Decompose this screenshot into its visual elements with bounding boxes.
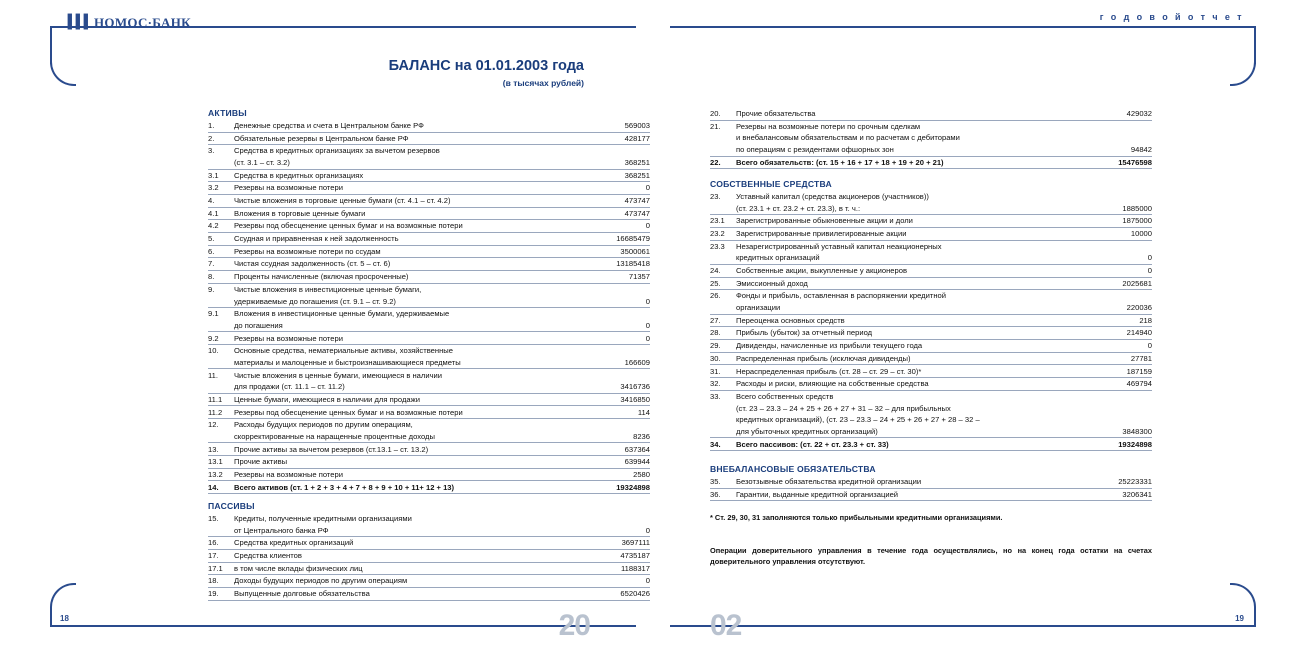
row-number: 28.: [710, 327, 736, 340]
frame-left-bottom-arc: [50, 583, 76, 609]
row-value: 0: [584, 295, 650, 307]
table-row: [208, 157, 650, 169]
row-label: скорректированные на наращенные процентные доходы: [234, 431, 584, 443]
row-value: 0: [1086, 340, 1152, 353]
table-row: [710, 414, 1152, 426]
row-label: (ст. 23.1 + ст. 23.2 + ст. 23.3), в т. ч.:: [736, 203, 1086, 215]
row-label: по операциям с резидентами офшорных зон: [736, 144, 1086, 156]
row-value: 13185418: [584, 258, 650, 271]
row-number: [208, 381, 234, 393]
row-number: 36.: [710, 488, 736, 501]
folio-right-small: 19: [1235, 614, 1244, 623]
row-number: 14.: [208, 481, 234, 494]
row-value: 19324898: [584, 481, 650, 494]
row-value: [1086, 132, 1152, 144]
row-number: 9.: [208, 284, 215, 294]
row-label: Дивиденды, начисленные из прибыли текущего года: [736, 340, 1086, 353]
row-label: Зарегистрированные обыкновенные акции и доли: [736, 215, 1086, 228]
logo-bars-icon: ▍▍▍: [68, 14, 92, 29]
liabilities-section: [208, 501, 650, 601]
row-label: Средства в кредитных организациях: [234, 169, 584, 182]
table-row: [710, 252, 1152, 264]
row-label: Всего обязательств: (ст. 15 + 16 + 17 + 18 + 19 + 20 + 21): [736, 156, 1086, 169]
table-row: [710, 438, 1152, 451]
row-number: [710, 414, 736, 426]
row-label: до погашения: [234, 320, 584, 332]
table-row: [710, 156, 1152, 169]
table-row: [208, 369, 650, 381]
table-row: [710, 228, 1152, 241]
frame-right-top-arc: [1230, 60, 1256, 86]
row-value: [1086, 290, 1152, 302]
row-value: 4735187: [584, 550, 650, 563]
row-label: Чистые вложения в инвестиционные ценные бумаги,: [234, 284, 422, 294]
row-number: 13.2: [208, 468, 234, 481]
row-value: 166609: [584, 357, 650, 369]
assets-table: [208, 120, 650, 494]
row-label: кредитных организаций), (ст. 23 – 23.3 – 24 + 25 + 26 + 27 + 28 – 32 –: [736, 415, 980, 425]
row-label: Прочие активы за вычетом резервов (ст.13.1 – ст. 13.2): [234, 443, 584, 456]
running-head: г о д о в о й о т ч е т: [1099, 12, 1244, 22]
table-row: [710, 290, 1152, 302]
row-number: 13.: [208, 443, 234, 456]
row-label: Уставный капитал (средства акционеров (участников)): [736, 192, 929, 202]
row-number: 11.1: [208, 393, 234, 406]
offbalance-table: [710, 476, 1152, 501]
row-number: 23.1: [710, 215, 736, 228]
table-row: [208, 258, 650, 271]
table-row: [208, 481, 650, 494]
row-label: Средства в кредитных организациях за вычетом резервов: [234, 146, 440, 156]
row-label: Фонды и прибыль, оставленная в распоряжении кредитной: [736, 291, 946, 301]
row-number: [710, 302, 736, 314]
table-row: [208, 550, 650, 563]
folio-right-big: 02: [710, 609, 742, 642]
table-row: [208, 332, 650, 345]
row-label: Гарантии, выданные кредитной организацией: [736, 488, 1086, 501]
row-value: 0: [584, 182, 650, 195]
row-label: Расходы будущих периодов по другим операциям,: [234, 420, 413, 430]
footnote-trust: Операции доверительного управления в течение года осуществлялись, но на конец года остатки на счетах доверительного управления отсутствуют.: [710, 546, 1152, 566]
frame-top-rule-right: [670, 26, 1256, 28]
page-title: БАЛАНС на 01.01.2003 года: [388, 58, 584, 74]
row-value: 3697111: [584, 537, 650, 550]
row-label: Вложения в торговые ценные бумаги: [234, 207, 584, 220]
frame-left-top-arc: [50, 60, 76, 86]
row-label: организации: [736, 302, 1086, 314]
row-value: 0: [584, 575, 650, 588]
table-row: [208, 537, 650, 550]
row-number: 19.: [208, 588, 234, 601]
table-row: [710, 203, 1152, 215]
row-label: Выпущенные долговые обязательства: [234, 588, 584, 601]
row-label: и внебалансовым обязательствам и по расчетам с дебиторами: [736, 133, 960, 143]
table-row: [208, 443, 650, 456]
row-value: 114: [584, 406, 650, 419]
row-number: 7.: [208, 258, 234, 271]
liabilities-continued-section: [710, 108, 1152, 169]
row-label: Чистые вложения в ценные бумаги, имеющиеся в наличии: [234, 370, 443, 380]
row-number: 2.: [208, 132, 234, 145]
row-number: [208, 295, 234, 307]
row-label: Кредиты, полученные кредитными организациями: [234, 514, 412, 524]
row-value: 1875000: [1086, 215, 1152, 228]
table-row: [208, 456, 650, 469]
table-row: [208, 357, 650, 369]
row-value: [1086, 120, 1152, 132]
row-value: 368251: [584, 169, 650, 182]
row-number: [208, 357, 234, 369]
table-row: [208, 406, 650, 419]
row-value: 0: [1086, 252, 1152, 264]
row-number: 9.1: [208, 309, 219, 319]
row-number: 4.2: [208, 220, 234, 233]
page-subtitle: (в тысячах рублей): [502, 78, 584, 88]
row-label: Обязательные резервы в Центральном банке РФ: [234, 132, 584, 145]
row-value: 8236: [584, 431, 650, 443]
table-row: [710, 327, 1152, 340]
row-number: 32.: [710, 378, 736, 391]
offbalance-title: ВНЕБАЛАНСОВЫЕ ОБЯЗАТЕЛЬСТВА: [710, 464, 876, 474]
row-value: 428177: [584, 132, 650, 145]
row-label: для продажи (ст. 11.1 – ст. 11.2): [234, 381, 584, 393]
row-number: [710, 402, 736, 414]
row-number: 10.: [208, 346, 219, 356]
row-label: Резервы под обесценение ценных бумаг и на возможные потери: [234, 220, 584, 233]
table-row: [710, 402, 1152, 414]
row-number: 4.1: [208, 207, 234, 220]
row-number: 4.: [208, 195, 234, 208]
row-number: [208, 525, 234, 537]
row-label: Резервы на возможные потери: [234, 468, 584, 481]
row-label: Чистая ссудная задолженность (ст. 5 – ст. 6): [234, 258, 584, 271]
row-label: Расходы и риски, влияющие на собственные средства: [736, 378, 1086, 391]
row-label: Незарегистрированный уставный капитал неакционерных: [736, 241, 942, 251]
row-label: Всего собственных средств: [736, 391, 834, 401]
row-number: 17.1: [208, 562, 234, 575]
row-value: 469794: [1086, 378, 1152, 391]
row-number: [710, 252, 736, 264]
row-label: Нераспределенная прибыль (ст. 28 – ст. 29 – ст. 30)*: [736, 365, 1086, 378]
row-label: Безотзывные обязательства кредитной организации: [736, 476, 1086, 488]
row-label: Зарегистрированные привилегированные акции: [736, 228, 1086, 241]
table-row: [208, 245, 650, 258]
table-row: [208, 207, 650, 220]
table-row: [208, 233, 650, 246]
row-value: 25223331: [1086, 476, 1152, 488]
table-row: [208, 588, 650, 601]
row-label: Денежные средства и счета в Центральном банке РФ: [234, 120, 584, 132]
row-number: 8.: [208, 271, 234, 284]
row-value: 639944: [584, 456, 650, 469]
row-number: [710, 132, 736, 144]
row-value: 3500061: [584, 245, 650, 258]
row-number: [208, 431, 234, 443]
row-value: 1885000: [1086, 203, 1152, 215]
row-number: 33.: [710, 391, 721, 401]
table-row: [208, 295, 650, 307]
table-row: [710, 240, 1152, 252]
row-label: Резервы под обесценение ценных бумаг и на возможные потери: [234, 406, 584, 419]
row-value: [1086, 414, 1152, 426]
row-number: 35.: [710, 476, 736, 488]
row-label: (ст. 23 – 23.3 – 24 + 25 + 26 + 27 + 31 – 32 – для прибыльных: [736, 403, 951, 413]
frame-right-vertical: [1254, 26, 1256, 64]
table-row: [710, 365, 1152, 378]
table-row: [208, 513, 650, 525]
table-row: [710, 426, 1152, 438]
row-value: [1086, 191, 1152, 203]
row-value: 220036: [1086, 302, 1152, 314]
equity-section: [710, 179, 1152, 451]
table-row: [710, 191, 1152, 203]
table-row: [710, 488, 1152, 501]
table-row: [710, 476, 1152, 488]
row-label: Резервы на возможные потери по срочным сделкам: [736, 121, 921, 131]
row-value: 429032: [1086, 108, 1152, 120]
table-row: [208, 308, 650, 320]
row-label: Переоценка основных средств: [736, 314, 1086, 327]
row-value: 3848300: [1086, 426, 1152, 438]
table-row: [710, 144, 1152, 156]
row-label: Проценты начисленные (включая просроченные): [234, 271, 584, 284]
row-number: 11.: [208, 370, 218, 380]
row-number: [710, 144, 736, 156]
row-value: [1086, 240, 1152, 252]
row-value: [1086, 390, 1152, 402]
row-value: 6520426: [584, 588, 650, 601]
row-value: 15476598: [1086, 156, 1152, 169]
row-value: 71357: [584, 271, 650, 284]
liabilities-table: [208, 513, 650, 601]
table-row: [208, 220, 650, 233]
row-value: 0: [584, 220, 650, 233]
table-row: [208, 145, 650, 157]
row-number: [710, 426, 736, 438]
row-number: 23.: [710, 192, 721, 202]
row-value: [584, 308, 650, 320]
row-label: Вложения в инвестиционные ценные бумаги, удерживаемые: [234, 309, 450, 319]
row-value: [584, 145, 650, 157]
row-number: 23.2: [710, 228, 736, 241]
row-value: 0: [584, 332, 650, 345]
row-label: Резервы на возможные потери: [234, 332, 584, 345]
folio-left-small: 18: [60, 614, 69, 623]
row-value: 0: [584, 525, 650, 537]
frame-right-bottom-arc: [1230, 583, 1256, 609]
table-row: [208, 169, 650, 182]
assets-title: АКТИВЫ: [208, 108, 247, 118]
row-value: [584, 283, 650, 295]
row-number: 31.: [710, 365, 736, 378]
row-label: удерживаемые до погашения (ст. 9.1 – ст. 9.2): [234, 295, 584, 307]
table-row: [208, 431, 650, 443]
row-number: 3.: [208, 146, 215, 156]
row-label: Резервы на возможные потери: [234, 182, 584, 195]
row-value: 637364: [584, 443, 650, 456]
table-row: [208, 283, 650, 295]
row-label: Ценные бумаги, имеющиеся в наличии для продажи: [234, 393, 584, 406]
row-value: 3416736: [584, 381, 650, 393]
liabilities-title: ПАССИВЫ: [208, 501, 255, 511]
table-row: [710, 314, 1152, 327]
logo-text: НОМОС·БАНК: [94, 15, 191, 30]
row-value: [1086, 402, 1152, 414]
table-row: [710, 352, 1152, 365]
table-row: [208, 120, 650, 132]
row-label: Средства клиентов: [234, 550, 584, 563]
row-label: Собственные акции, выкупленные у акционеров: [736, 265, 1086, 278]
table-row: [208, 132, 650, 145]
row-label: Прибыль (убыток) за отчетный период: [736, 327, 1086, 340]
table-row: [208, 195, 650, 208]
frame-left-vertical-bottom: [50, 607, 52, 627]
row-value: 3206341: [1086, 488, 1152, 501]
table-row: [710, 120, 1152, 132]
row-number: [208, 157, 234, 169]
table-row: [208, 345, 650, 357]
row-number: 12.: [208, 420, 219, 430]
row-label: от Центрального банка РФ: [234, 525, 584, 537]
row-label: Всего активов (ст. 1 + 2 + 3 + 4 + 7 + 8 + 9 + 10 + 11+ 12 + 13): [234, 481, 584, 494]
row-label: (ст. 3.1 – ст. 3.2): [234, 157, 584, 169]
equity-table: [710, 191, 1152, 451]
row-number: 1.: [208, 120, 234, 132]
row-value: 2580: [584, 468, 650, 481]
row-number: 29.: [710, 340, 736, 353]
row-value: 473747: [584, 207, 650, 220]
row-label: Основные средства, нематериальные активы, хозяйственные: [234, 346, 453, 356]
row-number: 27.: [710, 314, 736, 327]
table-row: [208, 468, 650, 481]
row-number: 6.: [208, 245, 234, 258]
frame-bottom-rule-right: [670, 625, 1256, 627]
row-number: 22.: [710, 156, 736, 169]
row-value: 27781: [1086, 352, 1152, 365]
row-number: 24.: [710, 265, 736, 278]
table-row: [710, 302, 1152, 314]
folio-left-big: 20: [558, 609, 590, 642]
offbalance-section: [710, 464, 1152, 501]
row-label: Резервы на возможные потери по ссудам: [234, 245, 584, 258]
row-number: 30.: [710, 352, 736, 365]
row-label: Прочие активы: [234, 456, 584, 469]
row-value: [584, 513, 650, 525]
table-row: [208, 419, 650, 431]
row-number: 3.1: [208, 169, 234, 182]
row-value: 187159: [1086, 365, 1152, 378]
row-label: материалы и малоценные и быстроизнашивающиеся предметы: [234, 357, 584, 369]
row-label: Чистые вложения в торговые ценные бумаги (ст. 4.1 – ст. 4.2): [234, 195, 584, 208]
row-number: 18.: [208, 575, 234, 588]
row-value: 19324898: [1086, 438, 1152, 451]
row-value: 3416850: [584, 393, 650, 406]
row-label: Всего пассивов: (ст. 22 + ст. 23.3 + ст. 33): [736, 438, 1086, 451]
row-value: 0: [1086, 265, 1152, 278]
row-number: 9.2: [208, 332, 234, 345]
row-number: 15.: [208, 514, 219, 524]
table-row: [208, 182, 650, 195]
table-row: [208, 393, 650, 406]
row-label: для убыточных кредитных организаций): [736, 426, 1086, 438]
table-row: [710, 378, 1152, 391]
row-value: 473747: [584, 195, 650, 208]
table-row: [710, 108, 1152, 120]
row-number: 34.: [710, 438, 736, 451]
row-number: 23.3: [710, 241, 725, 251]
row-number: 16.: [208, 537, 234, 550]
row-value: 569003: [584, 120, 650, 132]
row-number: 21.: [710, 121, 721, 131]
frame-left-vertical: [50, 26, 52, 64]
row-number: [208, 320, 234, 332]
table-row: [208, 562, 650, 575]
table-row: [208, 575, 650, 588]
table-row: [710, 277, 1152, 290]
equity-title: СОБСТВЕННЫЕ СРЕДСТВА: [710, 179, 832, 189]
row-number: 11.2: [208, 406, 234, 419]
table-row: [208, 271, 650, 284]
row-value: 94842: [1086, 144, 1152, 156]
row-value: [584, 345, 650, 357]
row-number: [710, 203, 736, 215]
row-number: 26.: [710, 291, 721, 301]
footnote-star: * Ст. 29, 30, 31 заполняются только прибыльными кредитными организациями.: [710, 513, 1003, 522]
right-page: [652, 0, 1304, 651]
row-value: 368251: [584, 157, 650, 169]
row-value: 10000: [1086, 228, 1152, 241]
row-value: 0: [584, 320, 650, 332]
table-row: [208, 381, 650, 393]
row-label: кредитных организаций: [736, 252, 1086, 264]
row-value: 214940: [1086, 327, 1152, 340]
liabilities-continued-table: [710, 108, 1152, 169]
row-number: 25.: [710, 277, 736, 290]
assets-section: [208, 108, 650, 494]
table-row: [208, 525, 650, 537]
row-label: Средства кредитных организаций: [234, 537, 584, 550]
row-label: Распределенная прибыль (исключая дивиденды): [736, 352, 1086, 365]
row-value: [584, 419, 650, 431]
bank-logo: [68, 14, 191, 31]
frame-bottom-rule-left: [50, 625, 636, 627]
row-label: Ссудная и приравненная к ней задолженность: [234, 233, 584, 246]
row-label: Доходы будущих периодов по другим операциям: [234, 575, 584, 588]
row-number: 3.2: [208, 182, 234, 195]
frame-right-vertical-bottom: [1254, 607, 1256, 627]
row-value: [584, 369, 650, 381]
row-value: 1188317: [584, 562, 650, 575]
table-row: [710, 340, 1152, 353]
row-value: 2025681: [1086, 277, 1152, 290]
table-row: [710, 215, 1152, 228]
row-number: 13.1: [208, 456, 234, 469]
row-value: 16685479: [584, 233, 650, 246]
table-row: [710, 265, 1152, 278]
table-row: [710, 390, 1152, 402]
row-number: 5.: [208, 233, 234, 246]
row-label: Эмиссионный доход: [736, 277, 1086, 290]
row-value: 218: [1086, 314, 1152, 327]
table-row: [710, 132, 1152, 144]
row-label: в том числе вклады физических лиц: [234, 562, 584, 575]
table-row: [208, 320, 650, 332]
row-number: 20.: [710, 108, 736, 120]
row-number: 17.: [208, 550, 234, 563]
row-label: Прочие обязательства: [736, 108, 1086, 120]
